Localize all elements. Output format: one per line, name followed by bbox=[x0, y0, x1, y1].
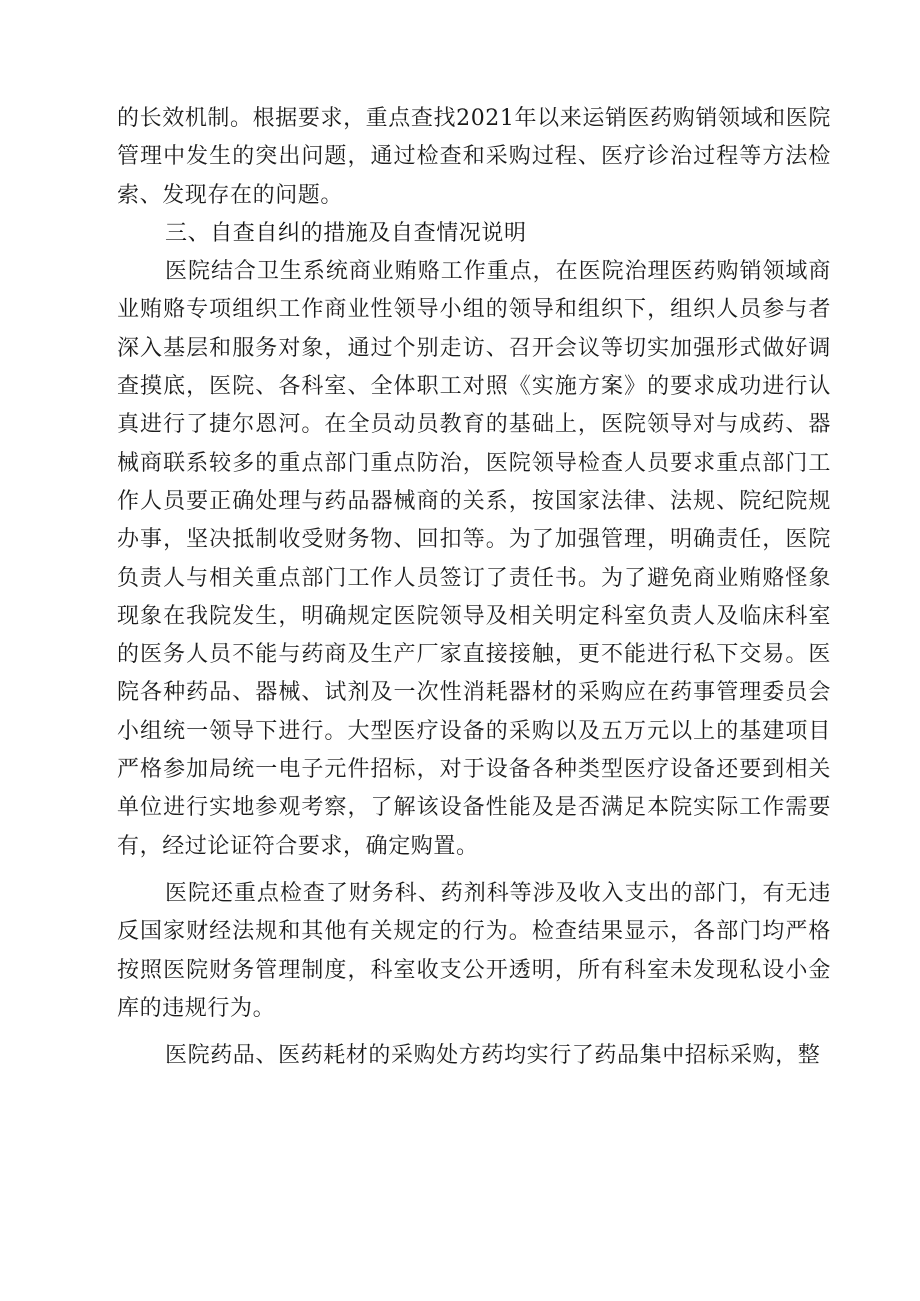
paragraph-finance-check: 医院还重点检查了财务科、药剂科等涉及收入支出的部门，有无违反国家财经法规和其他有关规定的行为。检查结果显示，各部门均严格按照医院财务管理制度，科室收支公开透明，所有科室未发现私设小金库的违规行为。 bbox=[117, 880, 831, 1021]
paragraph-continuation: 的长效机制。根据要求，重点查找2021年以来运销医药购销领域和医院管理中发生的突出问题，通过检查和采购过程、医疗诊治过程等方法检索、发现存在的问题。 bbox=[117, 106, 831, 208]
section-heading: 三、自查自纠的措施及自查情况说明 bbox=[165, 220, 527, 246]
paragraph-measures: 医院结合卫生系统商业贿赂工作重点，在医院治理医药购销领域商业贿赂专项组织工作商业性领导小组的领导和组织下，组织人员参与者深入基层和服务对象，通过个别走访、召开会议等切实加强形式做好调查摸底，医院、各科室、全体职工对照《实施方案》的要求成功进行认真进行了捷尔恩河。在全员动员教育的基础上，医院领导对与成药、器械商联系较多的重点部门重点防治，医院领导检查人员要求重点部门工作人员要正确处理与药品器械商的关系，按国家法律、法规、院纪院规办事，坚决抵制收受财务物、回扣等。为了加强管理，明确责任，医院负责人与相关重点部门工作人员签订了责任书。为了避免商业贿赂怪象现象在我院发生，明确规定医院领导及相关明定科室负责人及临床科室的医务人员不能与药商及生产厂家直接接触，更不能进行私下交易。医院各种药品、器械、试剂及一次性消耗器材的采购应在药事管理委员会小组统一领导下进行。大型医疗设备的采购以及五万元以上的基建项目严格参加局统一电子元件招标，对于设备各种类型医疗设备还要到相关单位进行实地参观考察，了解该设备性能及是否满足本院实际工作需要有，经过论证符合要求，确定购置。 bbox=[117, 259, 831, 859]
paragraph-procurement: 医院药品、医药耗材的采购处方药均实行了药品集中招标采购，整 bbox=[165, 1043, 821, 1069]
document-body bbox=[117, 100, 831, 1075]
